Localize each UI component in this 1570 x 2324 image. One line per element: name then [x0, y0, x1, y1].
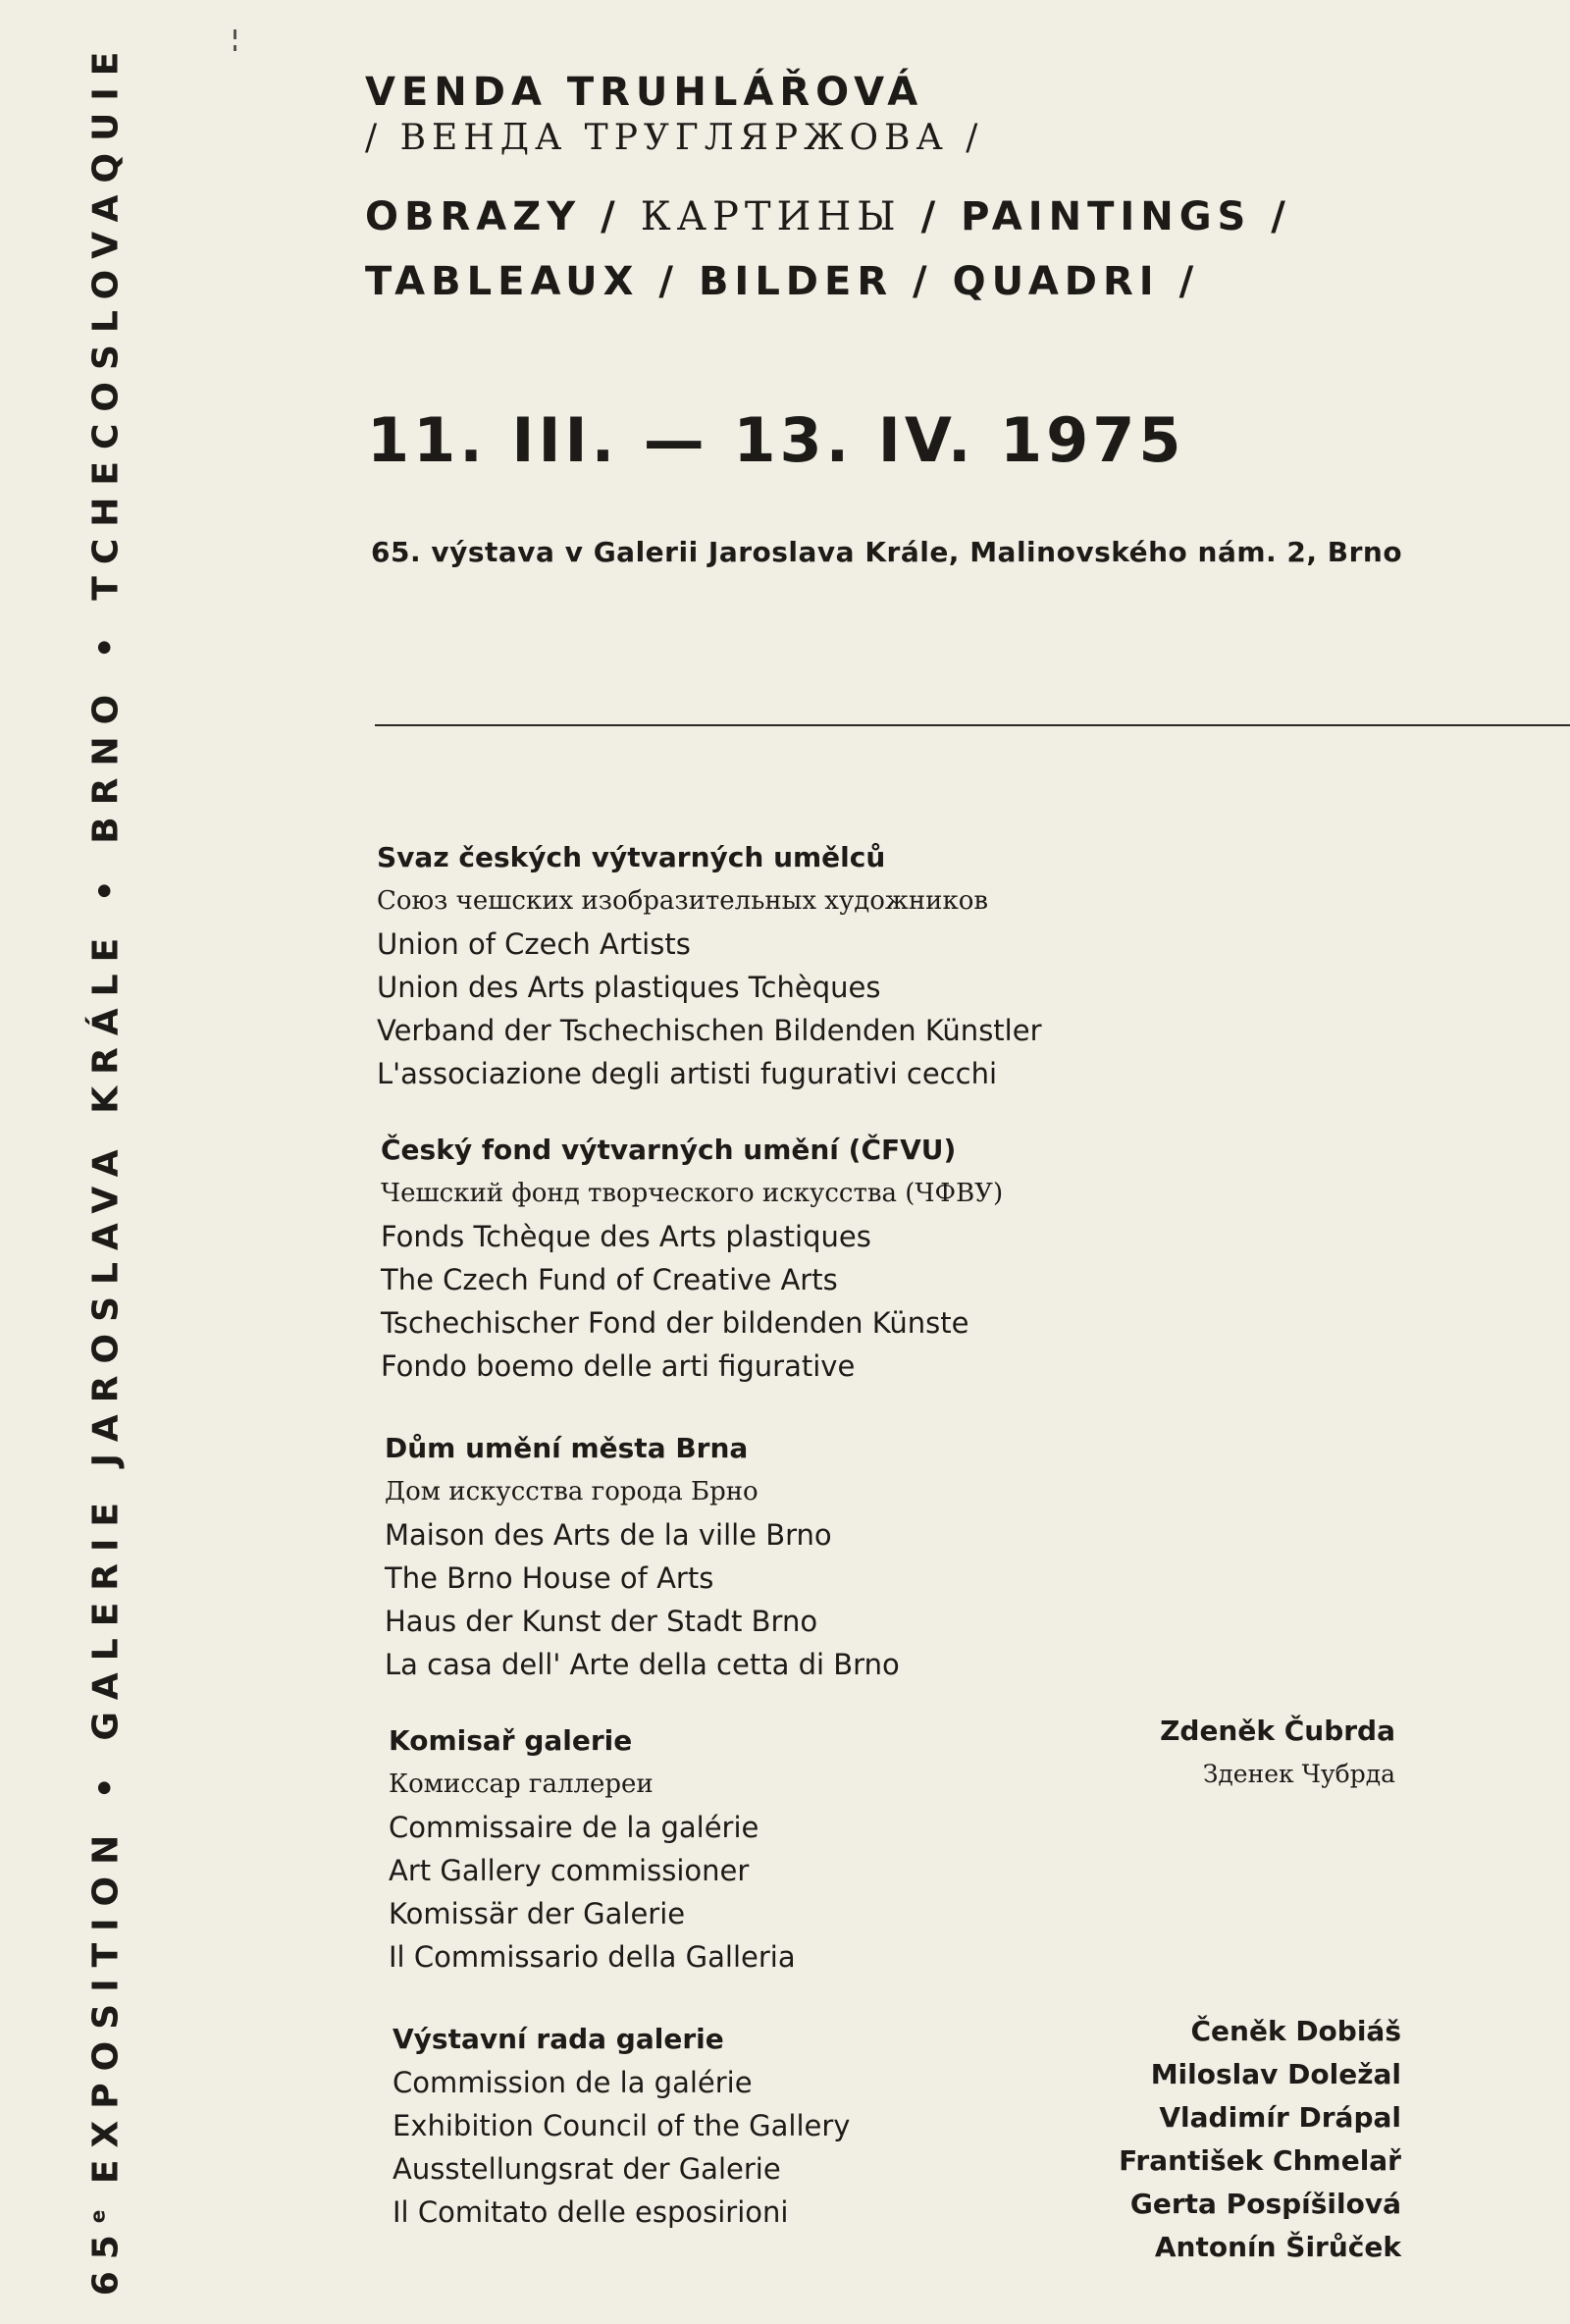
section-line: Commission de la galérie [392, 2066, 753, 2099]
section-house-of-arts [385, 1427, 1130, 1686]
section-fund [381, 1129, 1126, 1388]
section-line: Ausstellungsrat der Galerie [392, 2152, 781, 2186]
section-union [377, 836, 1123, 1095]
commissioner-names [1160, 1710, 1395, 1796]
section-commissioner [389, 1719, 1134, 1979]
section-line: Fonds Tchèque des Arts plastiques [381, 1220, 871, 1253]
spine-number: 65 [85, 2223, 127, 2297]
section-line: Art Gallery commissioner [389, 1854, 750, 1887]
venue-line: 65. výstava v Galerii Jaroslava Krále, Malinovského nám. 2, Brno [371, 536, 1403, 568]
council-member: František Chmelař [1119, 2144, 1401, 2177]
spine-superscript: e [85, 2207, 110, 2224]
section-title: Výstavní rada galerie [392, 2023, 724, 2055]
council-member: Gerta Pospíšilová [1129, 2188, 1401, 2220]
council-members [1119, 2010, 1401, 2269]
titles-line-1 [365, 185, 1444, 249]
section-line: Союз чешских изобразительных художников [377, 886, 989, 916]
section-line: The Brno House of Arts [385, 1561, 714, 1595]
section-line: Дом искусства города Брно [385, 1477, 759, 1506]
section-line: La casa dell' Arte della cetta di Brno [385, 1648, 900, 1681]
print-speck [234, 29, 236, 39]
titles-czech: OBRAZY / [365, 194, 641, 239]
council-member: Miloslav Doležal [1150, 2058, 1401, 2090]
section-line: Haus der Kunst der Stadt Brno [385, 1605, 818, 1638]
section-line: Fondo boemo delle arti figurative [381, 1349, 856, 1383]
commissioner-name: Zdeněk Čubrda [1160, 1715, 1395, 1747]
exhibition-dates: 11. III. — 13. IV. 1975 [367, 404, 1185, 476]
section-line: Il Commissario della Galleria [389, 1940, 796, 1974]
section-line: Union of Czech Artists [377, 927, 691, 961]
section-line: Maison des Arts de la ville Brno [385, 1518, 832, 1552]
section-line: Verband der Tschechischen Bildenden Künstler [377, 1014, 1042, 1047]
section-line: Komissär der Galerie [389, 1897, 686, 1930]
section-council [392, 2018, 1138, 2234]
section-line: Чешский фонд творческого искусства (ЧФВУ) [381, 1179, 1004, 1208]
vertical-spine-text [86, 40, 127, 2297]
section-line: Tschechischer Fond der bildenden Künste [381, 1306, 969, 1340]
section-title: Komisař galerie [389, 1724, 633, 1757]
section-line: Exhibition Council of the Gallery [392, 2109, 851, 2142]
spine-text: EXPOSITION • GALERIE JAROSLAVA KRÁLE • BRNO • TCHECOSLOVAQUIE [85, 39, 127, 2185]
titles-russian: КАРТИНЫ [640, 194, 902, 239]
section-line: Il Comitato delle esposirioni [392, 2195, 789, 2229]
print-speck [234, 45, 236, 51]
artist-name-russian: / ВЕНДА ТРУГЛЯРЖОВА / [365, 118, 984, 158]
divider [375, 724, 1570, 726]
section-line: Union des Arts plastiques Tchèques [377, 971, 881, 1004]
council-member: Vladimír Drápal [1159, 2101, 1401, 2134]
section-title: Dům umění města Brna [385, 1432, 749, 1464]
section-line: Комиссар галлереи [389, 1769, 654, 1799]
section-line: The Czech Fund of Creative Arts [381, 1263, 838, 1296]
header [365, 69, 1444, 314]
artwork-titles [365, 185, 1444, 314]
artist-name: VENDA TRUHLÁŘOVÁ [365, 70, 924, 115]
council-member: Čeněk Dobiáš [1190, 2015, 1401, 2047]
section-line: L'associazione degli artisti fugurativi cecchi [377, 1057, 998, 1090]
commissioner-name-russian: Зденек Чубрда [1202, 1760, 1395, 1788]
titles-english: / PAINTINGS / [901, 194, 1291, 239]
section-title: Český fond výtvarných umění (ČFVU) [381, 1134, 957, 1166]
council-member: Antonín Širůček [1154, 2231, 1401, 2263]
titles-line-2: TABLEAUX / BILDER / QUADRI / [365, 259, 1200, 304]
section-line: Commissaire de la galérie [389, 1811, 759, 1844]
section-title: Svaz českých výtvarných umělců [377, 841, 886, 873]
